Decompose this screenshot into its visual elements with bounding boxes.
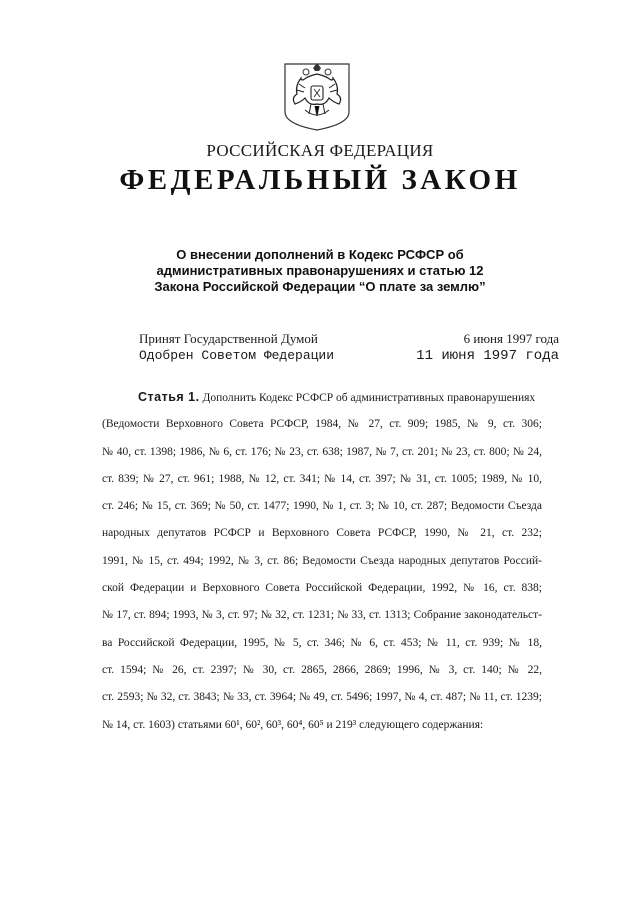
- article-line: ст. 1594; № 26, ст. 2397; № 30, ст. 2865, 2866, 2869; 1996, № 3, ст. 140; № 22,: [102, 663, 542, 676]
- article-line: ва Российской Федерации, 1995, № 5, ст. 346; № 6, ст. 453; № 11, ст. 939; № 18,: [102, 636, 542, 649]
- duma-adoption-date: 6 июня 1997 года: [463, 331, 559, 346]
- article-line: 1991, № 15, ст. 494; 1992, № 3, ст. 86; Ведомости Съезда народных депутатов Россий-: [102, 554, 542, 567]
- council-approval-date: 11 июня 1997 года: [416, 348, 559, 364]
- law-type-title: ФЕДЕРАЛЬНЫЙ ЗАКОН: [119, 164, 521, 196]
- duma-adoption-label: Принят Государственной Думой: [139, 331, 318, 346]
- subject-line: Закона Российской Федерации “О плате за землю”: [154, 279, 486, 294]
- article-line: № 40, ст. 1398; 1986, № 6, ст. 176; № 23, ст. 638; 1987, № 7, ст. 201; № 23, ст. 800; № 24,: [102, 445, 542, 458]
- article-label: Статья 1.: [138, 390, 200, 404]
- council-approval-label: Одобрен Советом Федерации: [139, 348, 335, 363]
- law-subject: [60, 247, 580, 295]
- article-line-text: Дополнить Кодекс РСФСР об административных правонарушениях: [202, 392, 536, 404]
- article-line: (Ведомости Верховного Совета РСФСР, 1984, № 27, ст. 909; 1985, № 9, ст. 306;: [102, 418, 542, 431]
- article-line: ст. 246; № 15, ст. 369; № 50, ст. 1477; 1990, № 1, ст. 3; № 10, ст. 287; Ведомости Съезда: [102, 500, 542, 513]
- article-line: народных депутатов РСФСР и Верховного Совета РСФСР, 1990, № 21, ст. 232;: [102, 527, 542, 540]
- subject-line: административных правонарушениях и статью 12: [156, 263, 484, 278]
- country-heading: РОССИЙСКАЯ ФЕДЕРАЦИЯ: [206, 141, 434, 160]
- article-line: № 17, ст. 894; 1993, № 3, ст. 97; № 32, ст. 1231; № 33, ст. 1313; Собрание законодательст-: [102, 609, 542, 622]
- subject-line: О внесении дополнений в Кодекс РСФСР об: [176, 247, 464, 262]
- article-line: [102, 384, 542, 411]
- article-1-body: [102, 384, 542, 739]
- article-line: ской Федерации и Верховного Совета Российской Федерации, 1992, № 16, ст. 838;: [102, 582, 542, 595]
- article-line: ст. 2593; № 32, ст. 3843; № 33, ст. 3964; № 49, ст. 5496; 1997, № 4, ст. 487; № 11, ст. 1239;: [102, 691, 542, 704]
- article-line: ст. 839; № 27, ст. 961; 1988, № 12, ст. 341; № 14, ст. 397; № 31, ст. 1005; 1989, № 10,: [102, 472, 542, 485]
- article-line: № 14, ст. 1603) статьями 60¹, 60², 60³, 60⁴, 60⁵ и 219³ следующего содержания:: [102, 718, 484, 731]
- coat-of-arms-icon: [279, 58, 355, 134]
